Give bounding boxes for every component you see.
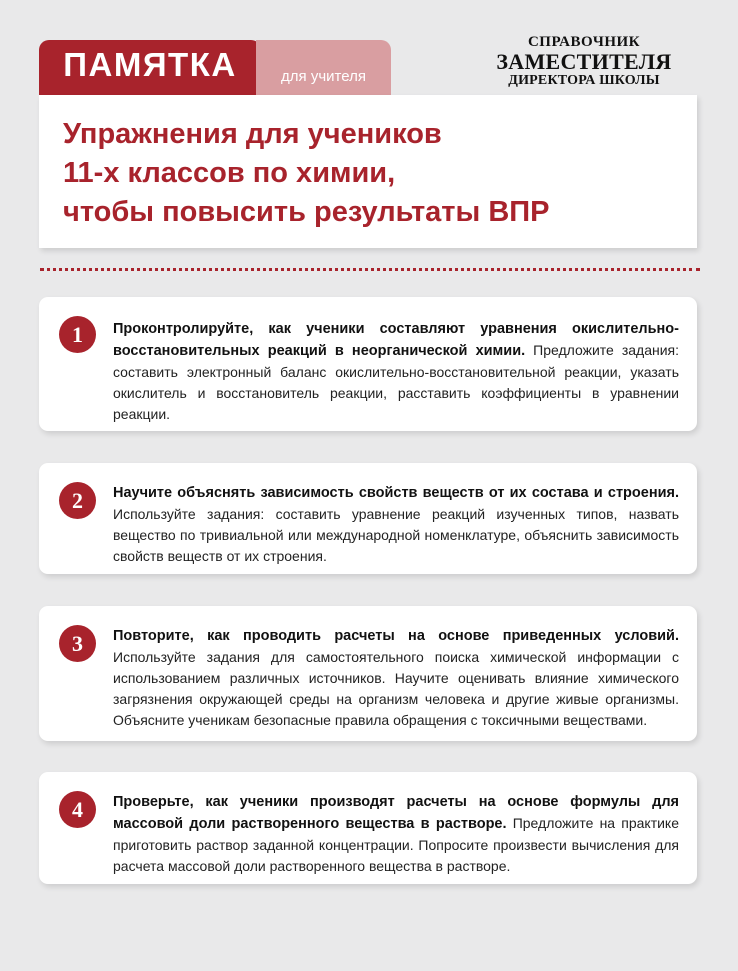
tip-text-1	[113, 318, 679, 425]
tip-body-2: Используйте задания: составить уравнение реакций изученных типов, назвать вещество по тривиальной или международной номенклатуре, объяснить зависимость свойств веществ от их строения.	[113, 506, 679, 564]
tip-body-3: Используйте задания для самостоятельного поиска химической информации с использованием различных источников. Научите оценивать влияние химического загрязнения окружающей среды на организм человека и другие живые организмы. Объясните ученикам безопасные правила обращения с токсичными веществами.	[113, 649, 679, 728]
logo-line-2: ЗАМЕСТИТЕЛЯ	[496, 49, 672, 74]
tip-body-1: Предложите задания: составить электронный баланс окислительно-восстановительной реакции, указать окислитель и восстановитель реакции, расставить коэффициенты в уравнении реакции.	[113, 342, 679, 422]
title-card	[39, 95, 697, 248]
title-line-1: Упражнения для учеников	[63, 118, 442, 150]
tip-lead-2: Научите объяснять зависимость свойств веществ от их состава и строения.	[113, 485, 679, 501]
title-line-2: 11-х классов по химии,	[63, 157, 396, 189]
logo-line-3: ДИРЕКТОРА ШКОЛЫ	[508, 73, 660, 88]
tip-card-3	[39, 606, 697, 741]
dotted-divider	[40, 268, 700, 271]
tip-body-4: Предложите на практике приготовить раствор заданной концентрации. Попросите произвести вычисления для расчета массовой доли растворенного вещества в растворе.	[113, 815, 679, 874]
number-badge-1: 1	[59, 316, 96, 353]
number-badge-3: 3	[59, 625, 96, 662]
number-badge-2: 2	[59, 482, 96, 519]
title-line-3: чтобы повысить результаты ВПР	[63, 196, 550, 228]
tip-lead-1: Проконтролируйте, как ученики составляют уравнения окислительно-восстановительных реакций в неорганической химии.	[113, 321, 679, 359]
tip-text-4	[113, 791, 679, 877]
tip-card-4	[39, 772, 697, 884]
tip-card-2	[39, 463, 697, 574]
memo-tab: ПАМЯТКА	[39, 40, 261, 95]
tip-lead-4: Проверьте, как ученики производят расчеты на основе формулы для массовой доли растворенного вещества в растворе.	[113, 794, 679, 832]
tip-card-1	[39, 297, 697, 431]
publisher-logo	[474, 34, 694, 89]
tip-lead-3: Повторите, как проводить расчеты на основе приведенных условий.	[113, 628, 679, 644]
tip-text-3	[113, 625, 679, 731]
for-teacher-tab: для учителя	[256, 40, 391, 95]
tip-text-2	[113, 482, 679, 567]
number-badge-4: 4	[59, 791, 96, 828]
page-title	[63, 115, 673, 232]
logo-line-1: СПРАВОЧНИК	[527, 34, 641, 50]
